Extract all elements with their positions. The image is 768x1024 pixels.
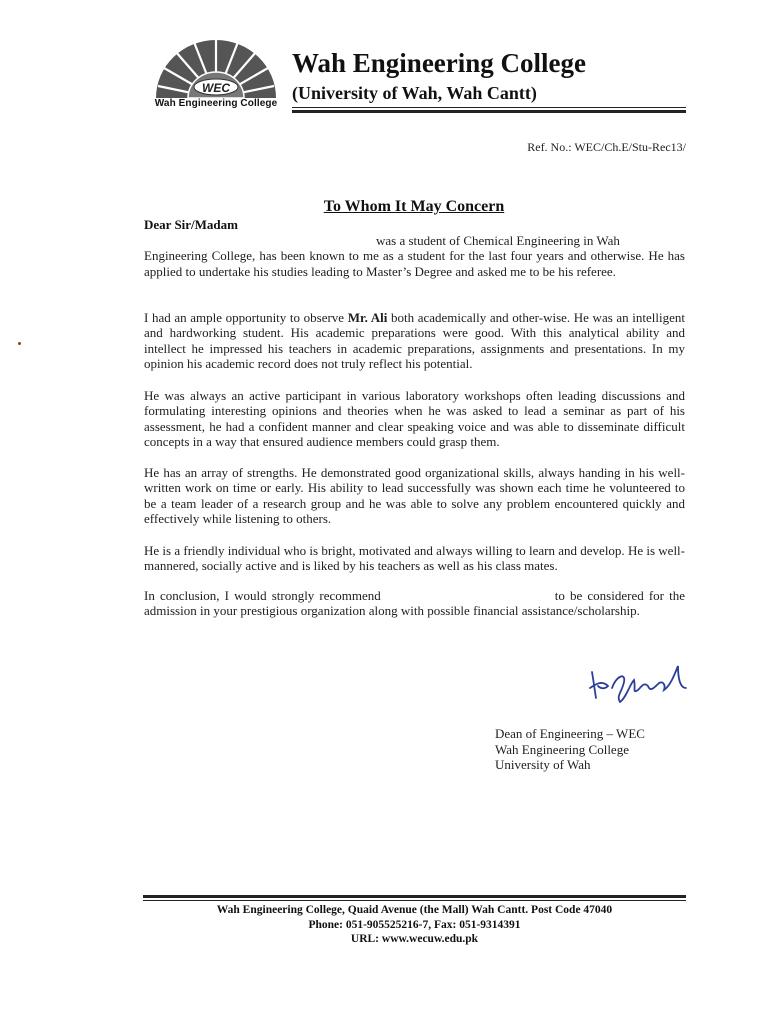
svg-text:WEC: WEC xyxy=(202,81,230,95)
paragraph-strengths: He has an array of strengths. He demonstrated good organizational skills, always handing in his well-written work on time or early. His ability to lead successfully was shown each time he volunteered to be a team leader of a research group and he was able to solve any problem encountered quickly and effectively while listening to others. xyxy=(144,465,685,527)
signatory-title: Dean of Engineering – WEC xyxy=(495,726,645,741)
footer-url: URL: www.wecuw.edu.pk xyxy=(350,933,479,945)
college-name: Wah Engineering College xyxy=(292,48,587,78)
paragraph-text: Engineering College, has been known to me as a student for the last four years and otherwise. He has applied to undertake his studies leading to Master’s Degree and asked me to be his referee. xyxy=(144,248,685,279)
footer-address: Wah Engineering College, Quaid Avenue (the Mall) Wah Cantt. Post Code 47040 xyxy=(216,904,613,916)
signatory-university: University of Wah xyxy=(495,757,591,772)
footer-phone: Phone: 051-905525216-7, Fax: 051-9314391 xyxy=(308,918,521,931)
gear-emblem-icon xyxy=(148,38,284,100)
signatory-block xyxy=(495,726,645,773)
footer-contact xyxy=(143,903,686,947)
reference-number: Ref. No.: WEC/Ch.E/Stu-Rec13/ xyxy=(527,140,686,154)
student-name: Mr. Ali xyxy=(347,310,388,325)
footer-rule-thick xyxy=(143,895,686,898)
paragraph-personality: He is a friendly individual who is bright, motivated and always willing to learn and develop. He is well-mannered, socially active and is liked by his teachers as well as his class mates. xyxy=(144,543,685,574)
signatory-college: Wah Engineering College xyxy=(495,741,629,757)
footer-rule xyxy=(143,900,686,901)
letter-subject: To Whom It May Concern xyxy=(323,198,505,215)
college-logo xyxy=(148,38,284,118)
handwritten-signature xyxy=(586,658,696,708)
paragraph-conclusion: In conclusion, I would strongly recommend to be considered for the admission in your prestigious organization along with possible financial assistance/scholarship. xyxy=(144,588,685,619)
header-rule xyxy=(292,107,686,108)
college-subtitle: (University of Wah, Wah Cantt) xyxy=(292,83,537,103)
header-rule-thick xyxy=(292,110,686,113)
logo-caption: Wah Engineering College xyxy=(154,98,278,109)
paragraph-lead: was a student of Chemical Engineering in Wah xyxy=(376,233,620,248)
paragraph-participation: He was always an active participant in various laboratory workshops often leading discussions and formulating interesting opinions and theories when he was asked to lead a seminar as part of his assessment, he had a confident manner and clear speaking voice and was able to disseminate difficult concepts in a way that ensured audience members could grasp them. xyxy=(144,388,685,450)
paragraph-observation: I had an ample opportunity to observe Mr. Ali both academically and other-wise. He was an intelligent and hardworking student. His academic preparations were good. With this analytical ability and intellect he impressed his teachers in academic preparations, assignments and presentations. In my opinion his academic record does not truly reflect his potential. xyxy=(144,310,686,372)
scan-speck xyxy=(18,342,21,345)
paragraph-introduction xyxy=(144,233,685,279)
salutation: Dear Sir/Madam xyxy=(144,217,238,232)
